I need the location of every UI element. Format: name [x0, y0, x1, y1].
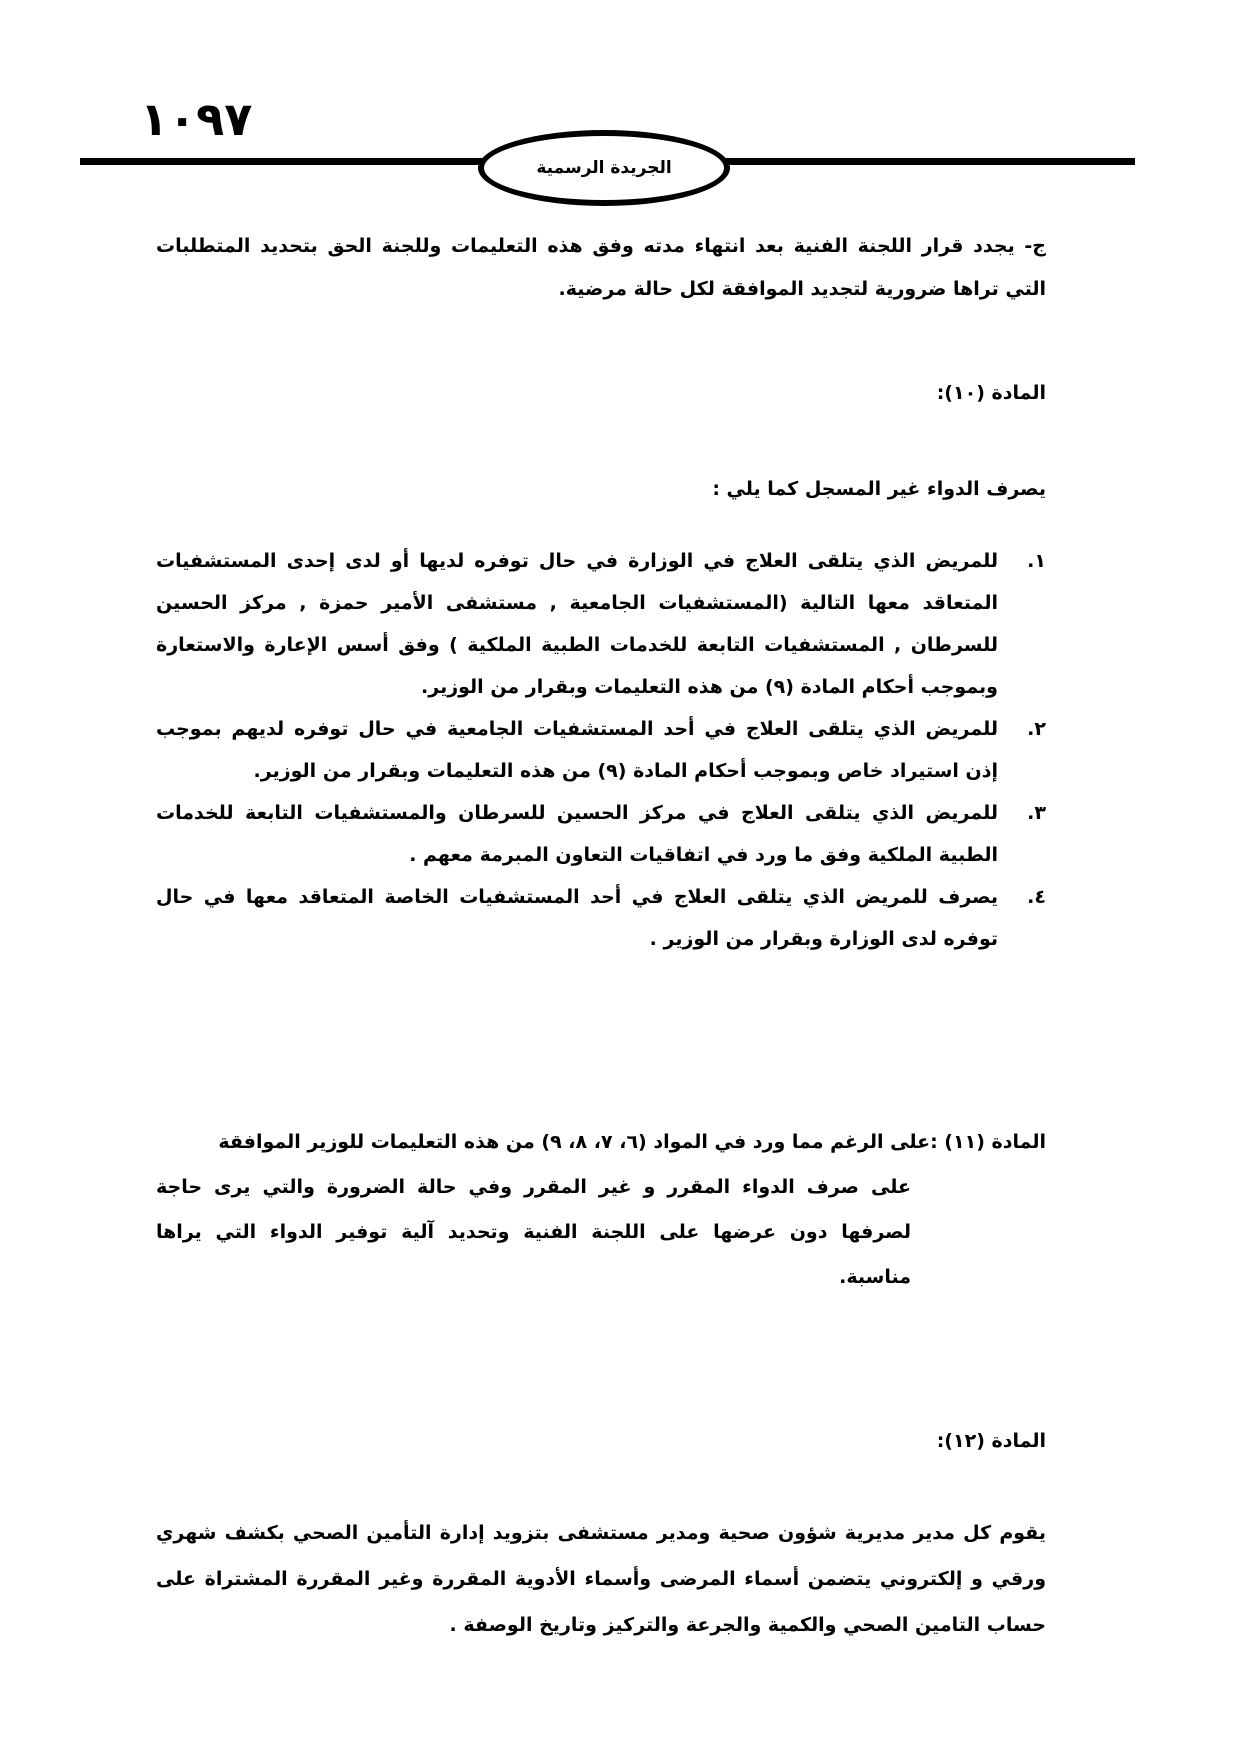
item-text: للمريض الذي يتلقى العلاج في الوزارة في حال توفره لديها أو لدى إحدى المستشفيات المتعاقد معها التالية (المستشفيات الجامعية , مستشفى الأمير حمزة , مركز الحسين للسرطان , المستشفيات التابعة للخدمات الطبية الملكية ) وفق أسس الإعارة والاستعارة وبموجب أحكام المادة (٩) من هذه التعليمات وبقرار من الوزير.	[156, 550, 998, 698]
article-10-intro: يصرف الدواء غير المسجل كما يلي :	[712, 478, 1046, 500]
clause-c	[156, 225, 1046, 311]
item-number: ٤.	[1027, 886, 1046, 908]
article-11-line1: على الرغم مما ورد في المواد (٦، ٧، ٨، ٩) من هذه التعليمات للوزير الموافقة	[218, 1131, 931, 1153]
article-11	[156, 1120, 1046, 1300]
article-10-list	[156, 540, 1046, 960]
item-text: للمريض الذي يتلقى العلاج في مركز الحسين للسرطان والمستشفيات التابعة للخدمات الطبية الملكية وفق ما ورد في اتفاقيات التعاون المبرمة معهم .	[156, 802, 998, 866]
item-text: يصرف للمريض الذي يتلقى العلاج في أحد المستشفيات الخاصة المتعاقد معها في حال توفره لدى الوزارة وبقرار من الوزير .	[156, 886, 998, 950]
article-11-rest: على صرف الدواء المقرر و غير المقرر وفي حالة الضرورة والتي يرى حاجة لصرفها دون عرضها على اللجنة الفنية وتحديد آلية توفير الدواء التي يراها مناسبة.	[156, 1176, 911, 1288]
item-number: ٢.	[1027, 718, 1046, 740]
list-item	[156, 876, 1046, 960]
article-12-title: المادة (١٢):	[936, 1430, 1046, 1452]
gazette-title: الجريدة الرسمية	[536, 158, 672, 178]
page-number: ١٠٩٧	[140, 92, 253, 146]
article-10-title: المادة (١٠):	[936, 382, 1046, 404]
clause-c-text: ج- يجدد قرار اللجنة الفنية بعد انتهاء مدته وفق هذه التعليمات وللجنة الحق بتحديد المتطلبات التي تراها ضرورية لتجديد الموافقة لكل حالة مرضية.	[156, 235, 1046, 300]
article-12	[156, 1510, 1046, 1648]
list-item	[156, 792, 1046, 876]
gazette-title-oval	[478, 130, 730, 206]
list-item	[156, 540, 1046, 708]
article-11-first-line	[156, 1120, 1046, 1165]
item-number: ١.	[1027, 550, 1046, 572]
article-12-text: يقوم كل مدير مديرية شؤون صحية ومدير مستشفى بتزويد إدارة التأمين الصحي بكشف شهري ورقي و إلكتروني يتضمن أسماء المرضى وأسماء الأدوية المقررة وغير المقررة المشتراة على حساب التامين الصحي والكمية والجرعة والتركيز وتاريخ الوصفة .	[156, 1522, 1046, 1636]
item-number: ٣.	[1027, 802, 1046, 824]
list-item	[156, 708, 1046, 792]
article-11-title: المادة (١١) :	[930, 1131, 1046, 1153]
item-text: للمريض الذي يتلقى العلاج في أحد المستشفيات الجامعية في حال توفره لديهم بموجب إذن استيراد خاص وبموجب أحكام المادة (٩) من هذه التعليمات وبقرار من الوزير.	[156, 718, 998, 782]
